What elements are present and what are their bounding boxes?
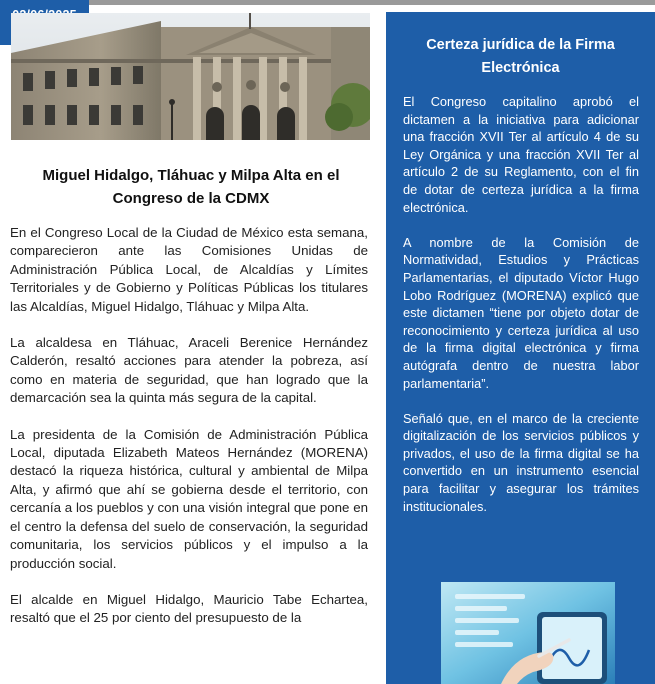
article-body	[10, 224, 368, 646]
signature-illustration	[441, 582, 615, 684]
sidebar-body	[403, 93, 639, 515]
sidebar-paragraph: A nombre de la Comisión de Normatividad, Estudios y Prácticas Parlamentarias, el diputado Víctor Hugo Lobo Rodríguez (MORENA) explicó que este dictamen “tiene por objeto dotar de reconocimiento y certeza jurídica al uso de la firma digital electrónica y firma autógrafa dentro de nuestra labor parlamentaria”.	[403, 234, 639, 391]
article-title: Miguel Hidalgo, Tláhuac y Milpa Alta en el Congreso de la CDMX	[42, 167, 340, 207]
sidebar-title: Certeza jurídica de la Firma Electrónica	[426, 37, 615, 76]
article-paragraph: El alcalde en Miguel Hidalgo, Mauricio Tabe Echartea, resaltó que el 25 por ciento del presupuesto de la	[10, 591, 368, 626]
sidebar-paragraph: El Congreso capitalino aprobó el dictamen a la iniciativa para adicionar una fracción XVII Ter al artículo 4 de su Ley Orgánica y una fracción XVII Ter al artículo 2 de su Reglamento, con el fin de dotar de certeza jurídica a la firma electrónica.	[403, 94, 639, 215]
top-rule	[0, 0, 655, 5]
congress-building-photo	[11, 13, 370, 140]
building-illustration	[11, 13, 370, 140]
article-paragraph: La alcaldesa en Tláhuac, Araceli Berenice Hernández Calderón, resaltó acciones para atender la pobreza, así como en materia de seguridad, que han logrado que la demarcación sea la quinta más segura de la capital.	[10, 335, 368, 406]
article-paragraph: La presidenta de la Comisión de Administración Pública Local, diputada Elizabeth Mateos Hernández (MORENA) destacó la riqueza histórica, cultural y ambiental de Milpa Alta, y afirmó que ahí se gobierna desde el territorio, con cercanía a los pueblos y con una visión integral que pone en el centro la defensa del suelo de conservación, la seguridad comunitaria, los servicios públicos y el impulso a la producción social.	[10, 426, 368, 571]
digital-signature-photo	[441, 582, 615, 684]
sidebar-panel	[386, 12, 655, 684]
article-paragraph: En el Congreso Local de la Ciudad de México esta semana, comparecieron ante las Comisiones Unidas de Administración Pública Local, de Alcaldías y Límites Territoriales y de Gobierno y Políticas Públicas los titulares las Alcaldías, Miguel Hidalgo, Tláhuac y Milpa Alta.	[10, 225, 368, 314]
sidebar-paragraph: Señaló que, en el marco de la creciente digitalización de los servicios públicos y privados, el uso de la firma digital se ha convertido en un instrumento esencial para facilitar y asegurar los trámites institucionales.	[403, 410, 639, 514]
